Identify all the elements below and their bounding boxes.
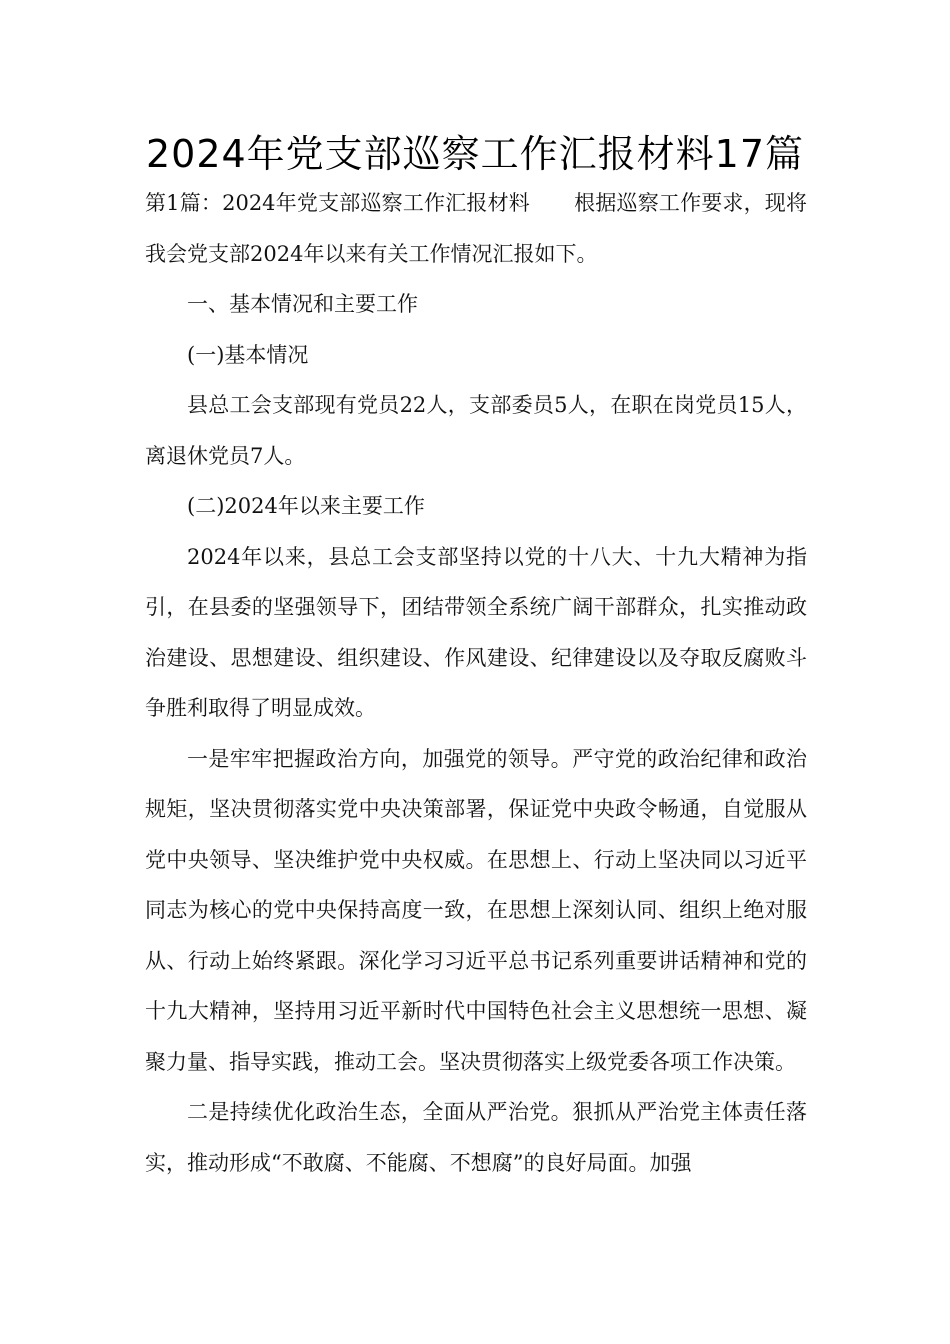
subsection-heading-work: (二)2024年以来主要工作 (187, 494, 425, 518)
intro-text: 根据巡察工作要求，现将我会党支部2024年以来有关工作情况汇报如下。 (145, 191, 807, 266)
section-heading-1: 一、基本情况和主要工作 (187, 292, 418, 316)
document-body (145, 178, 807, 1188)
intro-paragraph (145, 178, 807, 279)
basic-info-paragraph: 县总工会支部现有党员22人，支部委员5人，在职在岗党员15人，离退休党员7人。 (145, 393, 807, 468)
political-direction-paragraph: 一是牢牢把握政治方向，加强党的领导。严守党的政治纪律和政治规矩，坚决贯彻落实党中央决策部署，保证党中央政令畅通，自觉服从党中央领导、坚决维护党中央权威。在思想上、行动上坚决同以习近平同志为核心的党中央保持高度一致，在思想上深刻认同、组织上绝对服从、行动上始终紧跟。深化学习习近平总书记系列重要讲话精神和党的十九大精神，坚持用习近平新时代中国特色社会主义思想统一思想、凝聚力量、指导实践，推动工会。坚决贯彻落实上级党委各项工作决策。 (145, 746, 807, 1074)
chapter-heading: 第1篇：2024年党支部巡察工作汇报材料 (145, 191, 530, 215)
document-title: 2024年党支部巡察工作汇报材料17篇 (145, 132, 805, 176)
work-summary-paragraph: 2024年以来，县总工会支部坚持以党的十八大、十九大精神为指引，在县委的坚强领导下，团结带领全系统广阔干部群众，扎实推动政治建设、思想建设、组织建设、作风建设、纪律建设以及夺取反腐败斗争胜利取得了明显成效。 (145, 544, 807, 720)
subsection-heading-basic: (一)基本情况 (187, 342, 309, 367)
political-ecology-paragraph: 二是持续优化政治生态，全面从严治党。狠抓从严治党主体责任落实，推动形成“不敢腐、不能腐、不想腐”的良好局面。加强 (145, 1100, 807, 1175)
